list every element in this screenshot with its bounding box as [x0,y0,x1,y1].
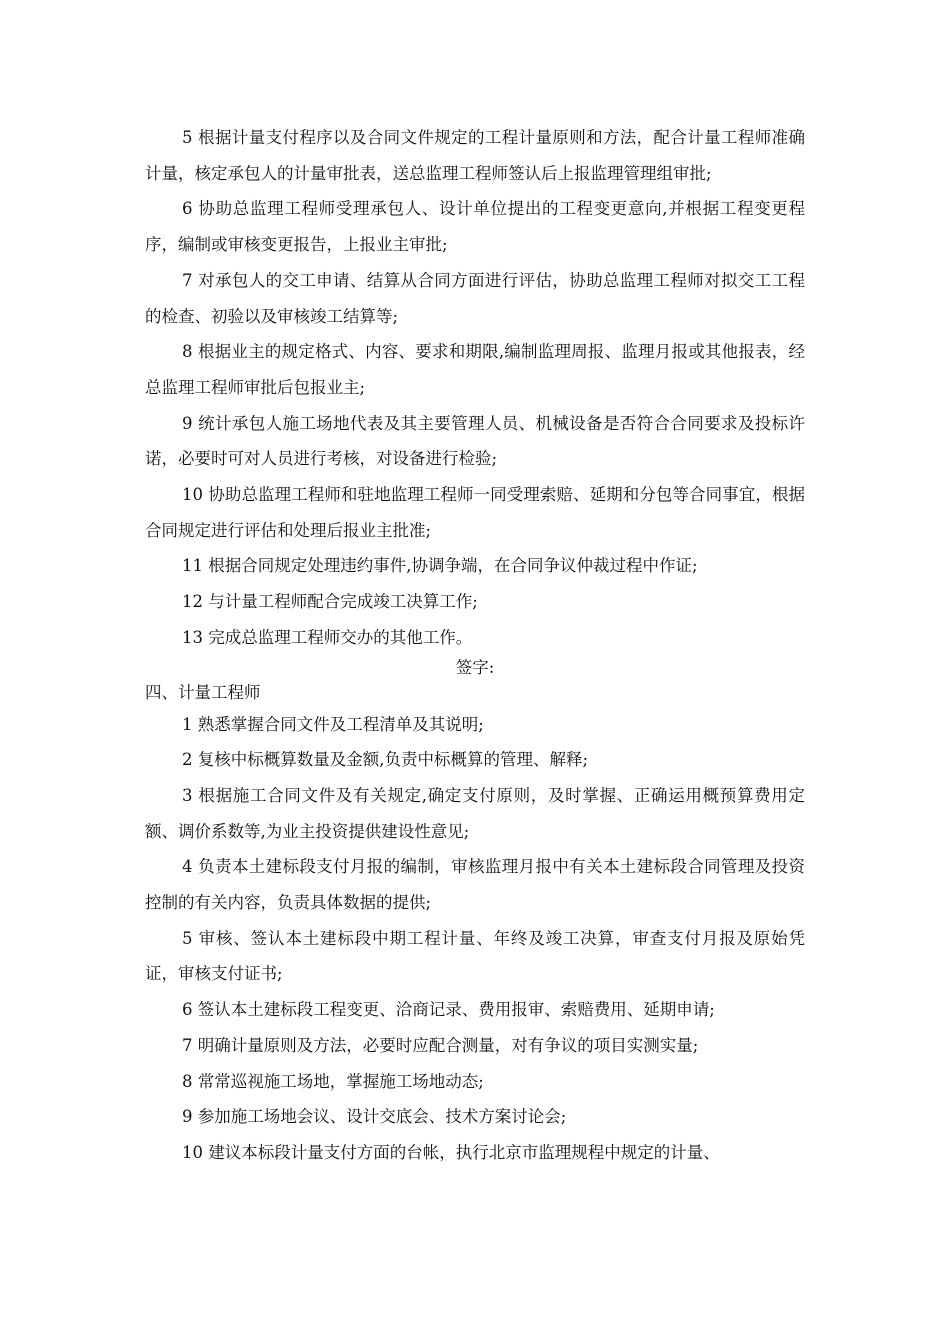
list-item: 7 对承包人的交工申请、结算从合同方面进行评估，协助总监理工程师对拟交工工程的检查、初验以及审核竣工结算等; [145,270,805,326]
list-item: 5 根据计量支付程序以及合同文件规定的工程计量原则和方法，配合计量工程师准确计量，核定承包人的计量审批表，送总监理工程师签认后上报监理管理组审批; [145,128,805,183]
list-item: 6 签认本土建标段工程变更、洽商记录、费用报审、索赔费用、延期申请; [182,1000,715,1020]
list-item: 10 建议本标段计量支付方面的台帐，执行北京市监理规程中规定的计量、 [182,1142,720,1162]
list-item: 7 明确计量原则及方法，必要时应配合测量，对有争议的项目实测实量; [182,1035,699,1055]
list-item: 13 完成总监理工程师交办的其他工作。 [182,627,473,647]
section-3-list [145,120,805,656]
list-item: 3 根据施工合同文件及有关规定,确定支付原则，及时掌握、正确运用概预算费用定额、调价系数等,为业主投资提供建设性意见; [145,785,805,841]
section-4-heading: 四、计量工程师 [145,682,261,702]
list-item: 10 协助总监理工程师和驻地监理工程师一同受理索赔、延期和分包等合同事宜，根据合同规定进行评估和处理后报业主批准; [145,485,805,540]
list-item: 9 统计承包人施工场地代表及其主要管理人员、机械设备是否符合合同要求及投标许诺，必要时可对人员进行考核，对设备进行检验; [145,413,805,469]
list-item: 6 协助总监理工程师受理承包人、设计单位提出的工程变更意向,并根据工程变更程序，编制或审核变更报告，上报业主审批; [145,199,805,255]
list-item: 8 常常巡视施工场地，掌握施工场地动态; [182,1071,484,1091]
list-item: 2 复核中标概算数量及金额,负责中标概算的管理、解释; [182,750,589,770]
list-item: 11 根据合同规定处理违约事件,协调争端，在合同争议仲裁过程中作证; [182,556,698,576]
list-item: 12 与计量工程师配合完成竣工决算工作; [182,592,478,612]
list-item: 9 参加施工场地会议、设计交底会、技术方案讨论会; [182,1107,567,1127]
section-4-list [145,707,805,1171]
list-item: 1 熟悉掌握合同文件及工程清单及其说明; [182,714,484,734]
list-item: 4 负责本土建标段支付月报的编制，审核监理月报中有关本土建标段合同管理及投资控制的有关内容，负责具体数据的提供; [145,857,805,913]
list-item: 5 审核、签认本土建标段中期工程计量、年终及竣工决算，审查支付月报及原始凭证，审核支付证书; [145,928,805,984]
list-item: 8 根据业主的规定格式、内容、要求和期限,编制监理周报、监理月报或其他报表，经总监理工程师审批后包报业主; [145,342,805,397]
signature-label: 签字: [455,657,495,677]
